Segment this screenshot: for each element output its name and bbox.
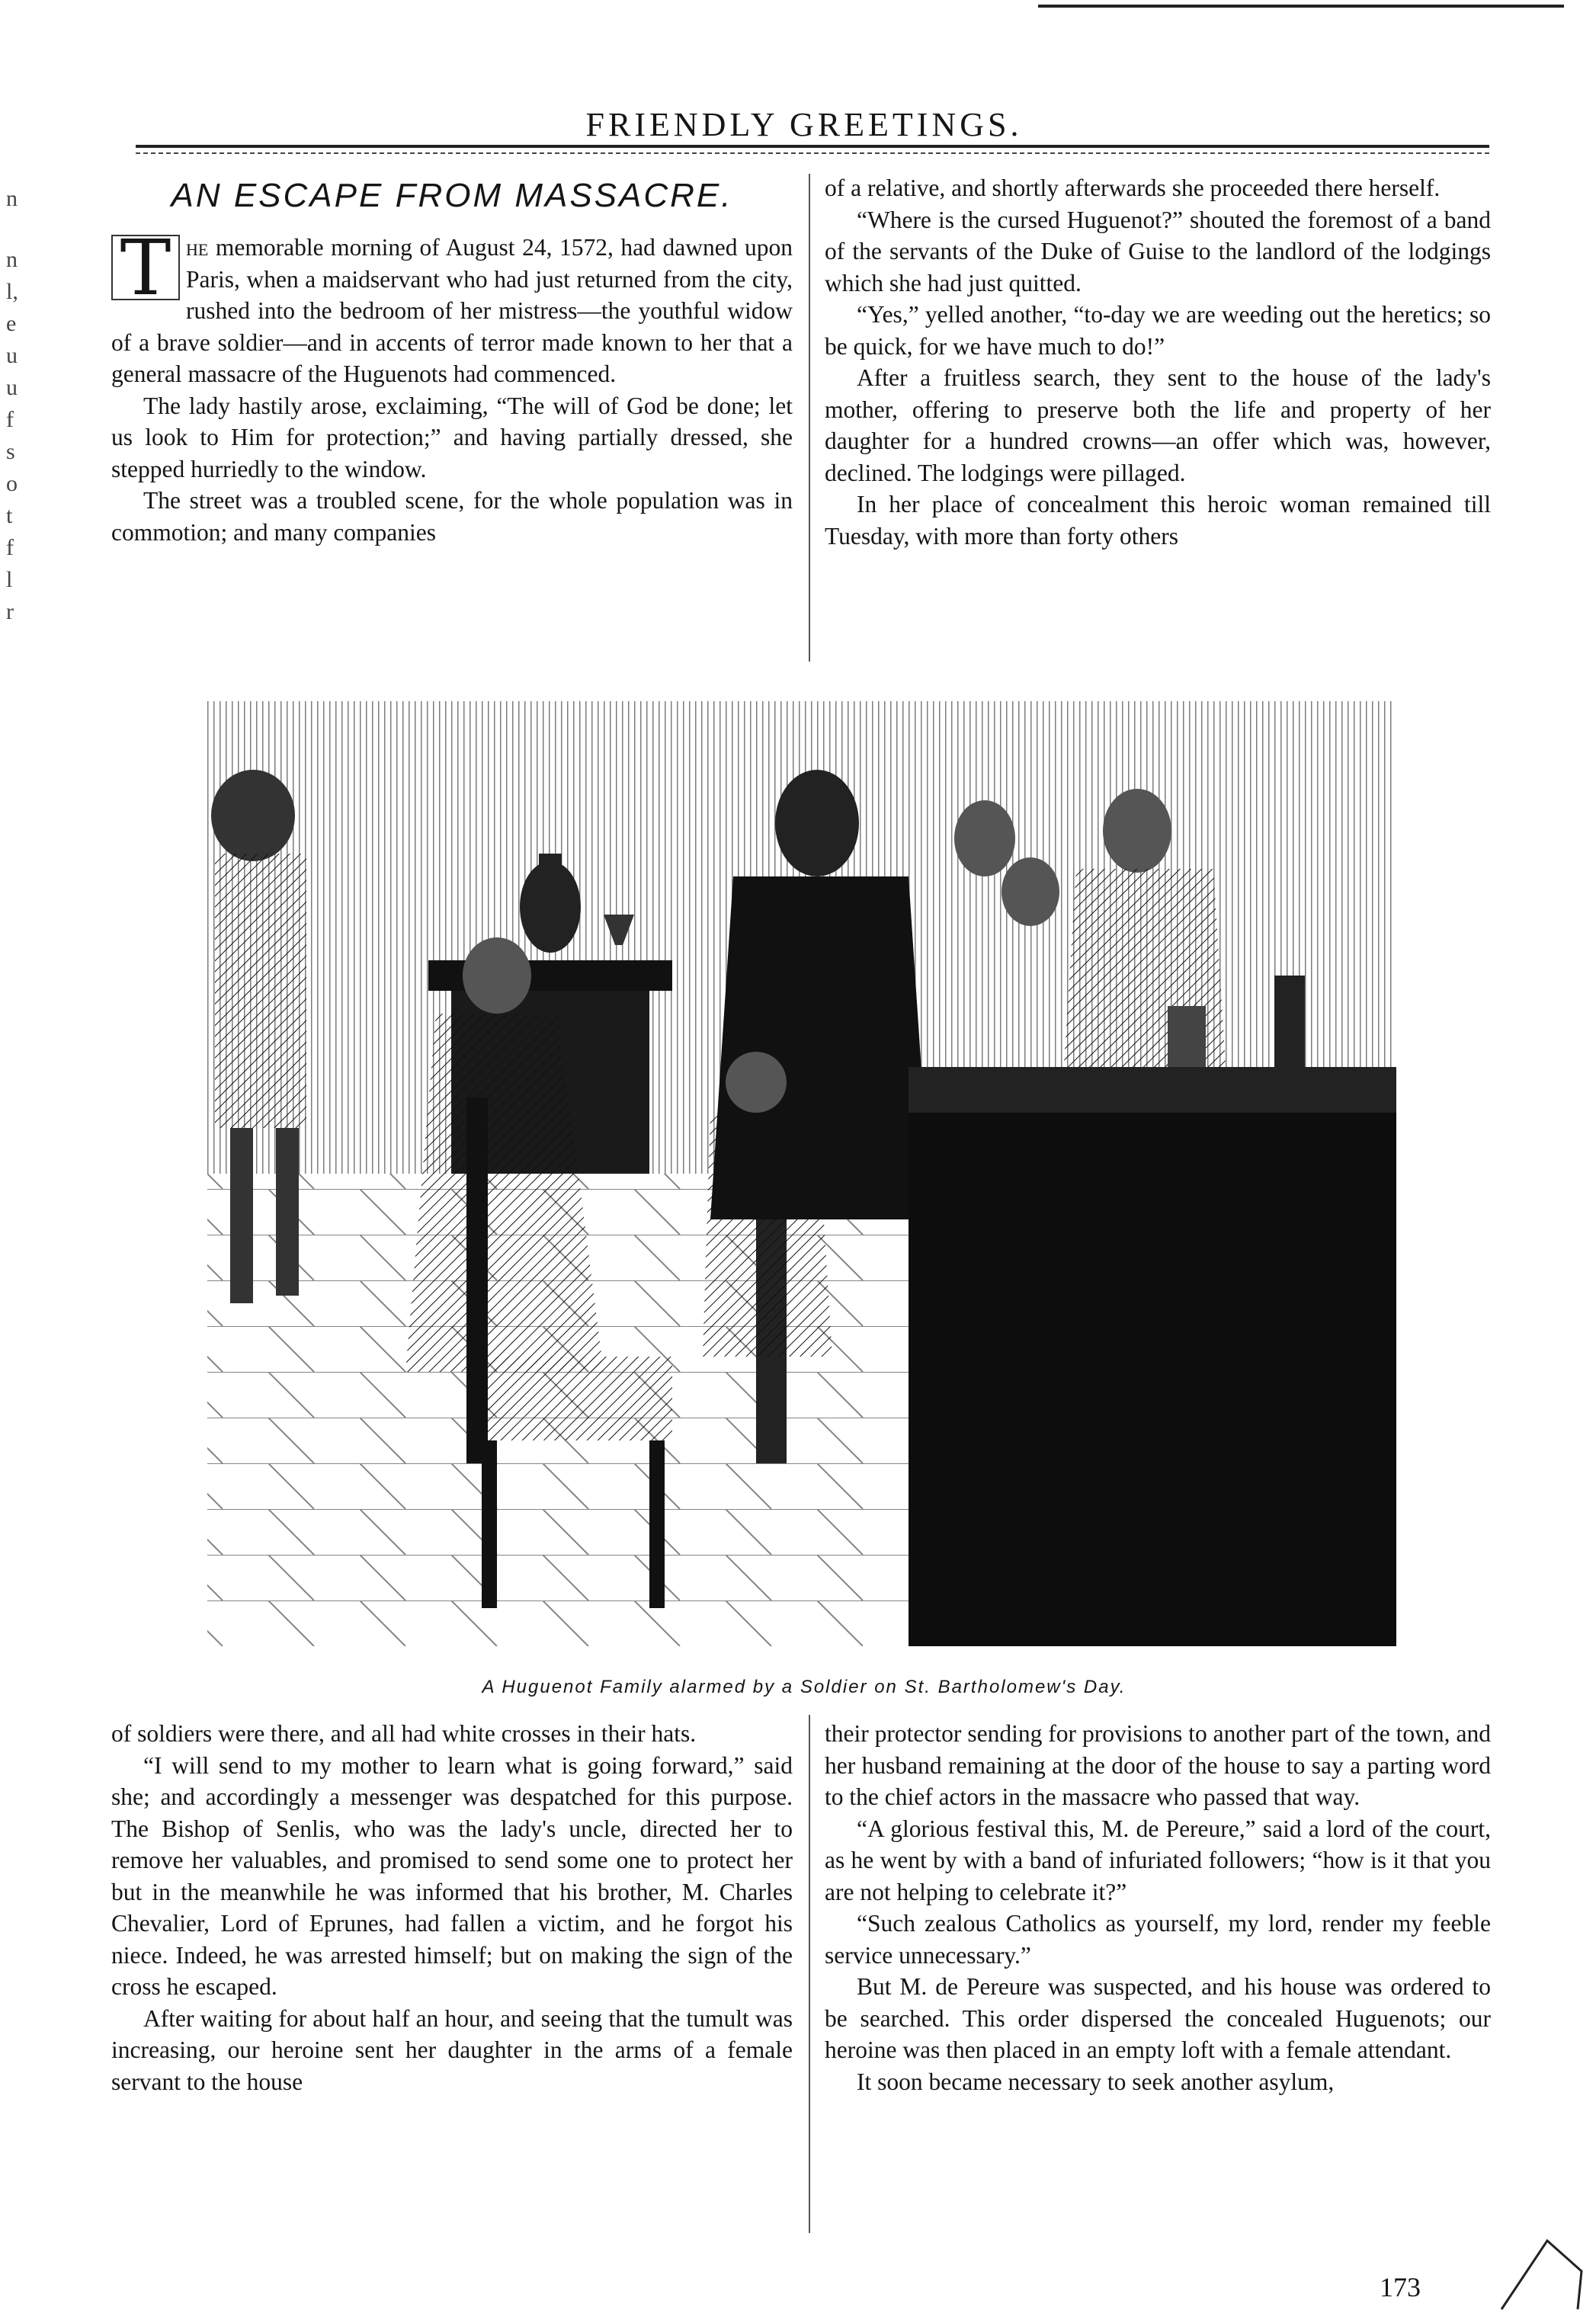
- paragraph: “I will send to my mother to learn what is going forward,” said she; and accordingly a messenger was despatched for this purpose. The Bishop of Senlis, who was the lady's uncle, directed her to remove her valuables, and promised to send some one to protect her but in the meanwhile he was informed that his brother, M. Charles Chevalier, Lord of Eprunes, had fallen a victim, and he forgot his niece. Indeed, he was arrested himself; but on making the sign of the cross he escaped.: [111, 1751, 793, 2000]
- column-top-left: [111, 223, 793, 548]
- first-word: he: [186, 234, 209, 261]
- paragraph: After waiting for about half an hour, and seeing that the tumult was increasing, our heroine sent her daughter in the arms of a female servant to the house: [111, 2004, 793, 2095]
- column-divider: [809, 174, 810, 662]
- gutter-letter: u: [6, 343, 18, 368]
- illustration-caption: A Huguenot Family alarmed by a Soldier on St. Bartholomew's Day.: [482, 1677, 1126, 1697]
- paragraph: of soldiers were there, and all had white crosses in their hats.: [111, 1720, 697, 1747]
- paragraph: “A glorious festival this, M. de Pereure,” said a lord of the court, as he went by with a band of infuriated followers; “how is it that you are not helping to celebrate it?”: [825, 1815, 1491, 1905]
- column-bottom-left: [111, 1718, 793, 2097]
- paragraph: It soon became necessary to seek another asylum,: [857, 2068, 1335, 2095]
- gutter-letter: f: [6, 407, 14, 432]
- gutter-letter: l,: [6, 279, 18, 304]
- paragraph: After a fruitless search, they sent to the house of the lady's mother, offering to preserve both the life and property of her daughter for a hundred crowns—an offer which was, however, declined. The lodgings were pillaged.: [825, 364, 1491, 486]
- paragraph: “Yes,” yelled another, “to-day we are weeding out the heretics; so be quick, for we have much to do!”: [825, 301, 1491, 360]
- gutter-letter: r: [6, 599, 14, 624]
- paragraph-text: memorable morning of August 24, 1572, had dawned upon Paris, when a maidservant who had just returned from the city, rushed into the bedroom of her mistress—the youthful widow of a brave soldier—and in accents of terror made known to her that a general massacre of the Huguenots had commenced.: [111, 234, 793, 387]
- paragraph: their protector sending for provisions to another part of the town, and her husband remaining at the door of the house to say a parting word to the chief actors in the massacre who passed that way.: [825, 1720, 1491, 1810]
- paragraph: “Where is the cursed Huguenot?” shouted the foremost of a band of the servants of the Duke of Guise to the landlord of the lodgings which she had just quitted.: [825, 206, 1491, 296]
- paragraph: “Such zealous Catholics as yourself, my lord, render my feeble service unnecessary.”: [825, 1910, 1491, 1969]
- page-number: 173: [1380, 2272, 1421, 2302]
- engraving-svg: [177, 686, 1427, 1663]
- gutter-letter: n: [6, 186, 18, 211]
- paragraph: of a relative, and shortly afterwards she proceeded there herself.: [825, 175, 1441, 201]
- paragraph: In her place of concealment this heroic woman remained till Tuesday, with more than forty others: [825, 491, 1491, 550]
- paragraph: The street was a troubled scene, for the whole population was in commotion; and many companies: [111, 487, 793, 546]
- paragraph: [111, 223, 793, 390]
- top-edge-rule: [1038, 5, 1564, 8]
- gutter-letter: n: [6, 247, 18, 272]
- running-header: FRIENDLY GREETINGS.: [585, 106, 1023, 143]
- gutter-letter: u: [6, 375, 18, 400]
- gutter-letter: f: [6, 535, 14, 560]
- table: [909, 976, 1396, 1646]
- gutter-letter: t: [6, 503, 13, 528]
- column-bottom-right: [825, 1718, 1491, 2097]
- drop-cap: T: [111, 235, 180, 300]
- gutter-letter: s: [6, 439, 15, 464]
- gutter-letter: l: [6, 567, 13, 592]
- page-curl-mark: [1494, 2225, 1585, 2317]
- column-divider: [809, 1715, 810, 2233]
- gutter-letter: e: [6, 311, 17, 336]
- paragraph: But M. de Pereure was suspected, and his house was ordered to be searched. This order dispersed the concealed Huguenots; our heroine was then placed in an empty loft with a female attendant.: [825, 1973, 1491, 2063]
- header-dashed-rule: [136, 152, 1489, 154]
- paragraph: The lady hastily arose, exclaiming, “The will of God be done; let us look to Him for protection;” and having partially dressed, she stepped hurriedly to the window.: [111, 392, 793, 482]
- header-rule: [136, 145, 1489, 148]
- article-title: AN ESCAPE FROM MASSACRE.: [171, 177, 733, 214]
- column-top-right: [825, 172, 1491, 552]
- gutter-letter: o: [6, 471, 18, 496]
- engraving-illustration: [177, 686, 1427, 1663]
